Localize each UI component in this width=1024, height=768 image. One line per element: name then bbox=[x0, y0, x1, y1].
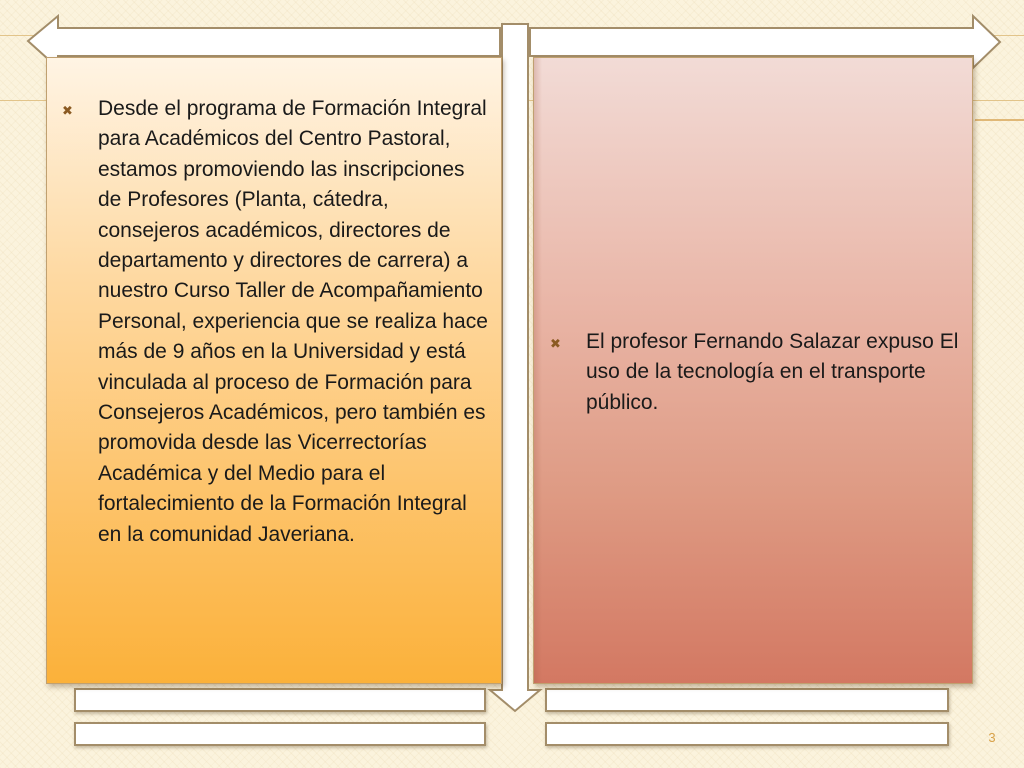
frame-bar-right bbox=[545, 722, 949, 746]
frame-bar-left bbox=[74, 688, 486, 712]
left-panel-text: Desde el programa de Formación Integral para Académicos del Centro Pastoral, estamos promoviendo las inscripciones de Profesores (Planta, cátedra, consejeros académicos, directores de departamento y directores de carrera) a nuestro Curso Taller de Acompañamiento Personal, experiencia que se realiza hace más de 9 años en la Universidad y está vinculada al proceso de Formación para Consejeros Académicos, pero también es promovida desde las Vicerrectorías Académica y del Medio para el fortalecimiento de la Formación Integral en la comunidad Javeriana. bbox=[98, 97, 488, 546]
frame-bar-right bbox=[545, 688, 949, 712]
slide-number: 3 bbox=[988, 730, 996, 745]
bullet-icon: ✖ bbox=[550, 337, 561, 352]
frame-bar-left bbox=[74, 722, 486, 746]
bullet-icon: ✖ bbox=[62, 104, 73, 119]
right-panel-text: El profesor Fernando Salazar expuso El uso de la tecnología en el transporte público. bbox=[586, 330, 959, 414]
